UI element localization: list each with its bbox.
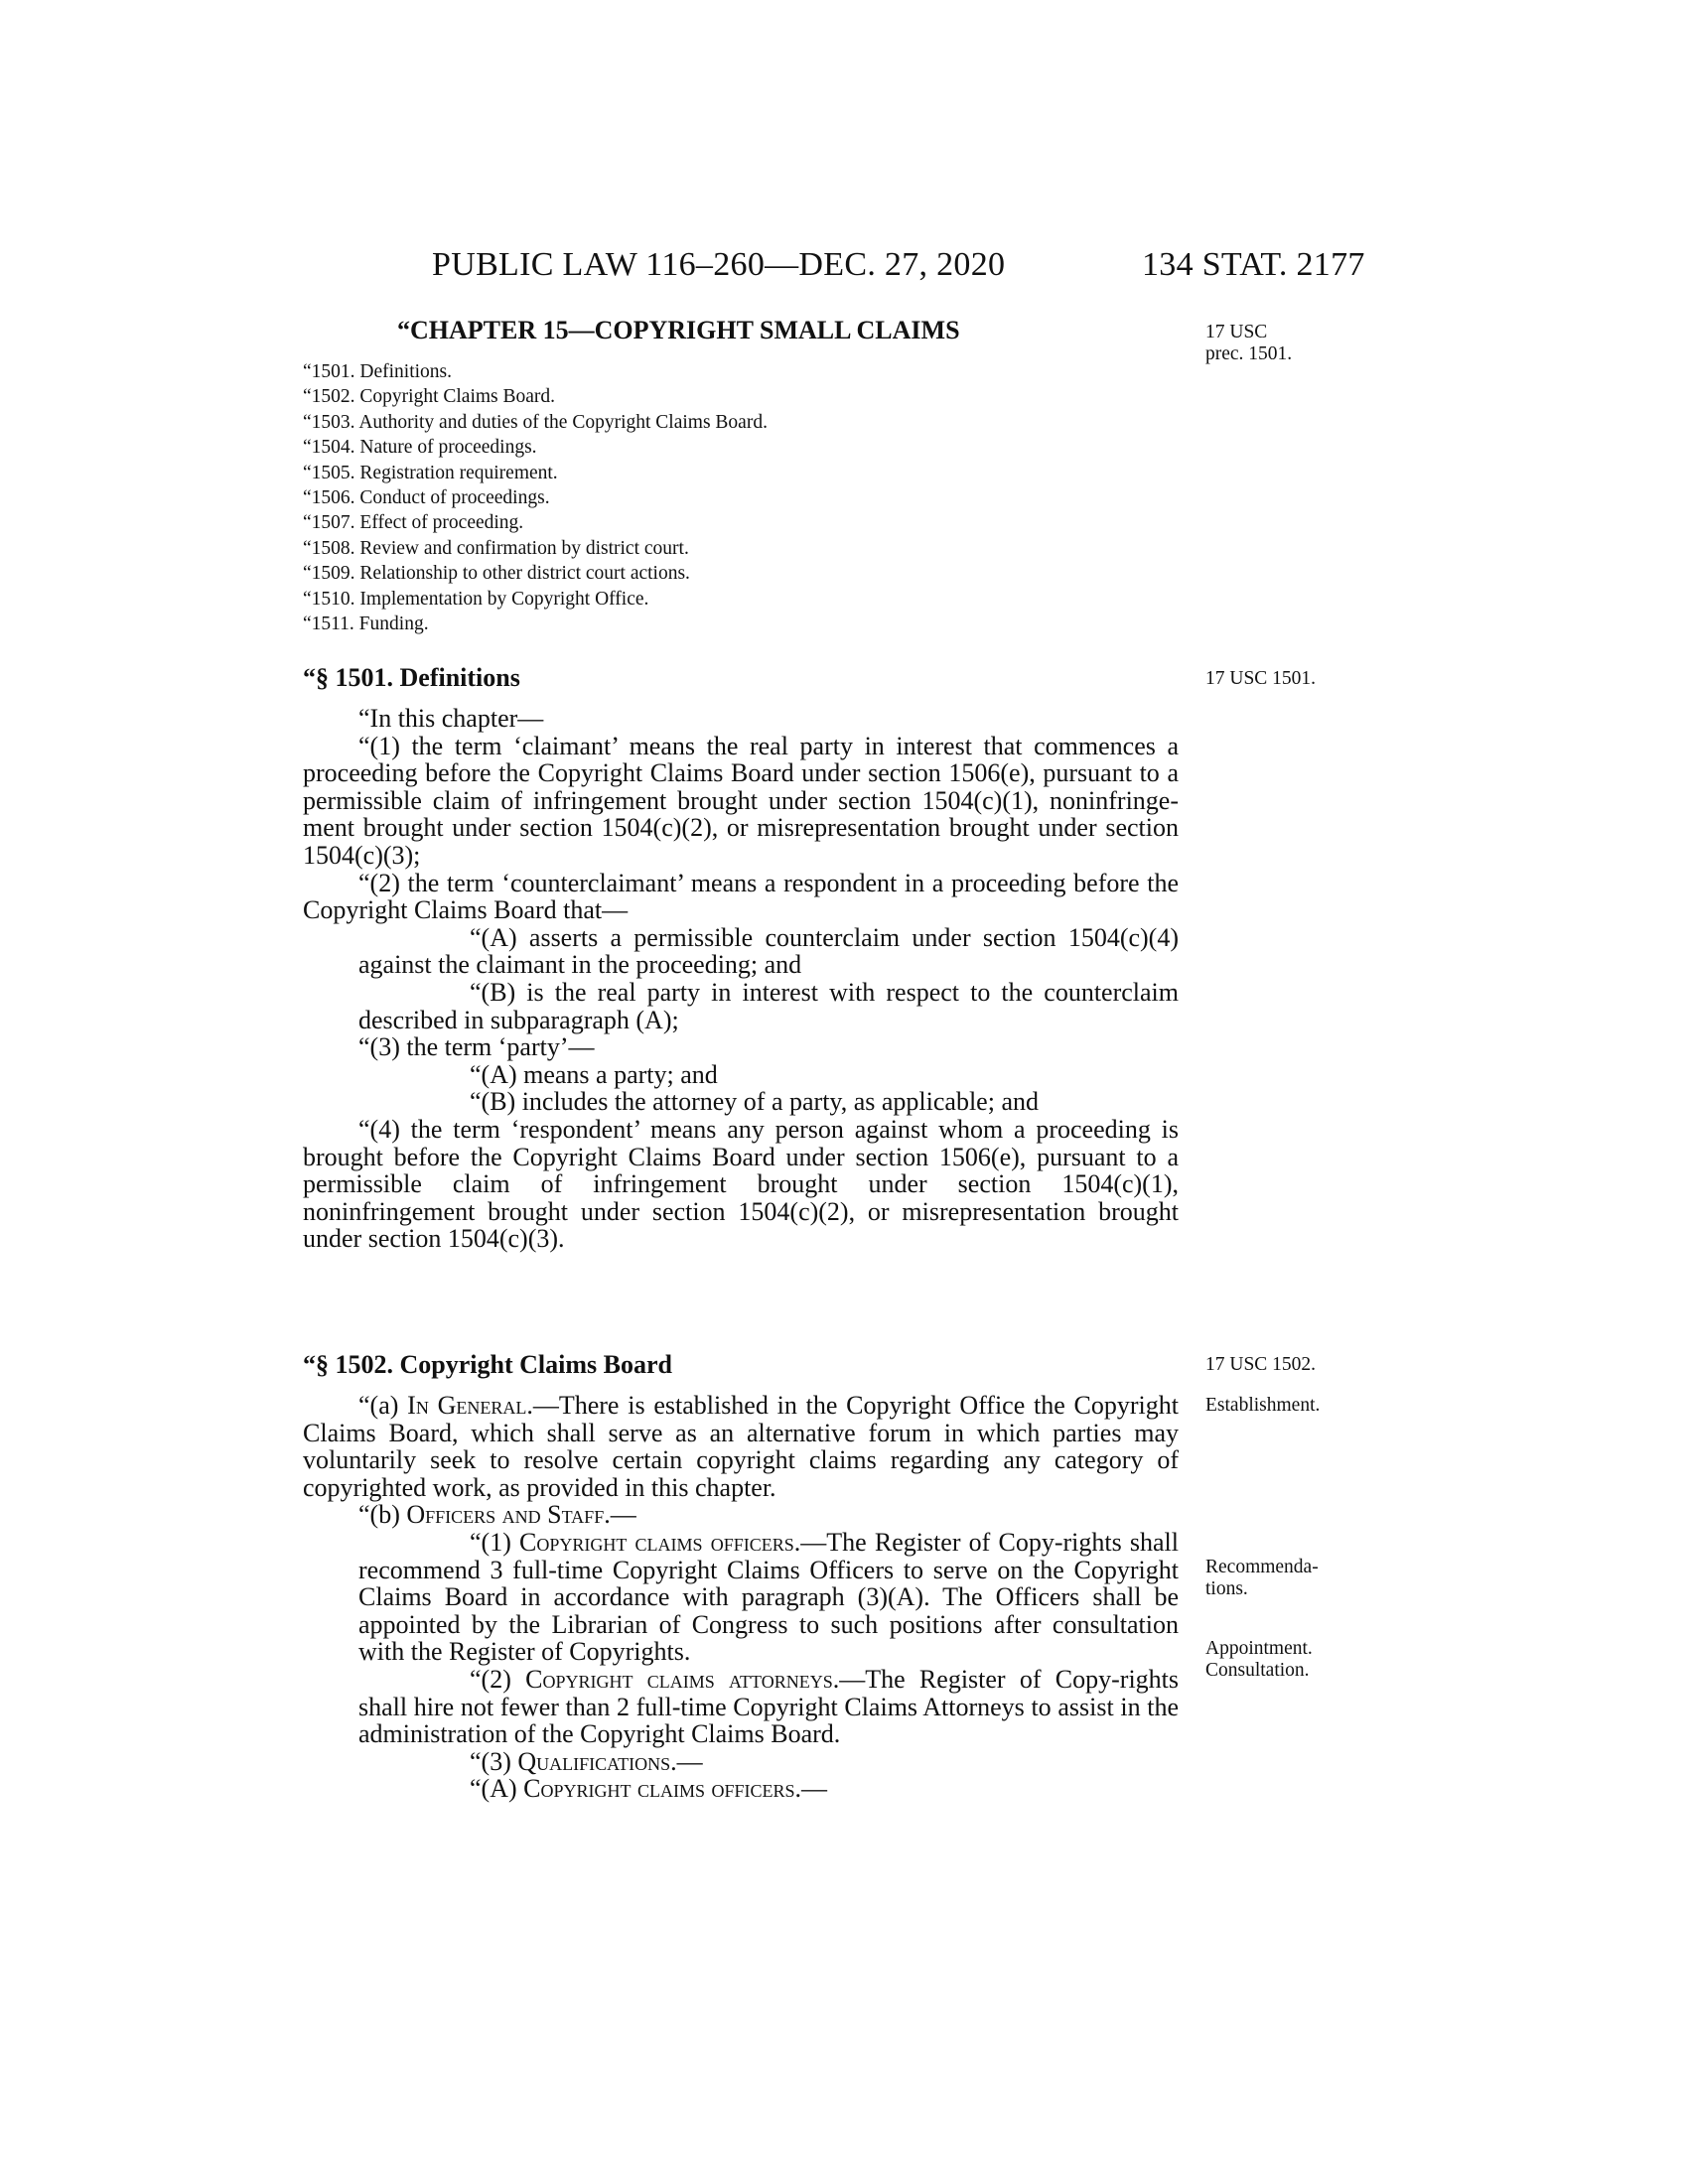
margin-note-chapter-line1: 17 USC bbox=[1205, 322, 1268, 342]
paragraph: “(B) includes the attorney of a party, as applicable; and bbox=[470, 1087, 1039, 1117]
paragraph: “(A) means a party; and bbox=[470, 1059, 718, 1089]
caption: Officers and Staff bbox=[406, 1500, 605, 1530]
margin-note-establishment: Establishment. bbox=[1205, 1395, 1321, 1416]
toc-item: “1510. Implementation by Copyright Office. bbox=[303, 588, 649, 610]
paragraph-b2 bbox=[303, 1666, 1179, 1748]
margin-note-1501: 17 USC 1501. bbox=[1205, 668, 1317, 689]
section-1502-heading: “§ 1502. Copyright Claims Board bbox=[303, 1350, 672, 1379]
text: .—The Register of Copy-rights shall hire not fewer than 2 full-time Copyright Claims Attorneys to assist in the administration of the Copyright Claims Board. bbox=[358, 1664, 1180, 1749]
running-header-left: PUBLIC LAW 116–260—DEC. 27, 2020 bbox=[432, 246, 1006, 283]
prefix: “(b) bbox=[358, 1500, 407, 1530]
toc-item: “1507. Effect of proceeding. bbox=[303, 512, 524, 534]
prefix: “(3) bbox=[470, 1746, 518, 1776]
margin-note-chapter bbox=[1205, 322, 1292, 365]
paragraph: “(A) asserts a permissible counterclaim under section 1504(c)(4) against the claimant in the proceeding; and bbox=[358, 922, 1179, 980]
margin-note-consultation-line: Consultation. bbox=[1205, 1660, 1310, 1681]
toc-item: “1502. Copyright Claims Board. bbox=[303, 386, 556, 408]
margin-note-appointment-line: Appointment. bbox=[1205, 1638, 1313, 1659]
margin-note-appointment bbox=[1205, 1638, 1313, 1682]
prefix: “(a) bbox=[358, 1391, 408, 1420]
section-1502-body bbox=[303, 1392, 1179, 1803]
caption: In General bbox=[407, 1391, 527, 1420]
toc-item: “1501. Definitions. bbox=[303, 361, 453, 382]
caption: Qualifications bbox=[517, 1746, 671, 1776]
margin-note-recommendations-line1: Recommenda- bbox=[1205, 1557, 1319, 1577]
toc-item: “1506. Conduct of proceedings. bbox=[303, 487, 550, 509]
caption: Copyright claims officers bbox=[519, 1527, 794, 1557]
toc-item: “1511. Funding. bbox=[303, 614, 429, 635]
paragraph-b3A bbox=[303, 1775, 1179, 1803]
suffix: .— bbox=[604, 1500, 636, 1530]
paragraph-b bbox=[303, 1501, 1179, 1529]
margin-note-recommendations-line2: tions. bbox=[1205, 1578, 1248, 1599]
paragraph: “(B) is the real party in interest with respect to the counterclaim described in subparagraph (A); bbox=[358, 977, 1179, 1034]
paragraph-b1 bbox=[303, 1529, 1179, 1666]
paragraph: “(1) the term ‘claimant’ means the real party in interest that commences a proceeding before the Copyright Claims Board under section 1506(e), pursuant to a permissible claim of infringement brought under section 1504(c)(1), noninfringe-ment brought under section 1504(c)(2), or misrepresentation brought under section 1504(c)(3); bbox=[303, 731, 1179, 870]
prefix: “(2) bbox=[470, 1664, 526, 1694]
margin-note-1502: 17 USC 1502. bbox=[1205, 1354, 1317, 1375]
section-1501-body bbox=[303, 705, 1179, 1253]
paragraph: “(4) the term ‘respondent’ means any person against whom a proceeding is brought before the Copyright Claims Board under section 1506(e), pursuant to a permissible claim of infringement brought under section 1504(c)(1), noninfringement brought under section 1504(c)(2), or misrepresentation brought under section 1504(c)(3). bbox=[303, 1114, 1179, 1254]
table-of-contents bbox=[303, 359, 768, 636]
paragraph-b3 bbox=[303, 1748, 1179, 1776]
paragraph: “(2) the term ‘counterclaimant’ means a respondent in a proceeding before the Copyright Claims Board that— bbox=[303, 868, 1179, 925]
toc-item: “1505. Registration requirement. bbox=[303, 462, 558, 483]
toc-item: “1508. Review and confirmation by district court. bbox=[303, 537, 689, 559]
margin-note-recommendations bbox=[1205, 1557, 1319, 1600]
running-header-right: 134 STAT. 2177 bbox=[1142, 246, 1365, 283]
toc-item: “1504. Nature of proceedings. bbox=[303, 437, 537, 459]
text: .—The Register of Copy-rights shall recommend 3 full-time Copyright Claims Officers to serve on the Copyright Claims Board in accordance with paragraph (3)(A). The Officers shall be appointed by the Librarian of Congress to such positions after consultation with the Register of Copyrights. bbox=[358, 1527, 1179, 1667]
margin-note-chapter-line2: prec. 1501. bbox=[1205, 343, 1293, 364]
toc-item: “1503. Authority and duties of the Copyright Claims Board. bbox=[303, 411, 768, 433]
caption: Copyright claims officers bbox=[523, 1774, 795, 1804]
chapter-title: “CHAPTER 15—COPYRIGHT SMALL CLAIMS bbox=[397, 316, 960, 344]
suffix: .— bbox=[670, 1746, 703, 1776]
suffix: .— bbox=[794, 1774, 828, 1804]
toc-item: “1509. Relationship to other district court actions. bbox=[303, 563, 690, 585]
section-1501-heading: “§ 1501. Definitions bbox=[303, 663, 520, 692]
paragraph: “(3) the term ‘party’— bbox=[358, 1032, 595, 1062]
paragraph-a bbox=[303, 1392, 1179, 1501]
prefix: “(1) bbox=[470, 1527, 520, 1557]
prefix: “(A) bbox=[470, 1774, 524, 1804]
paragraph: “In this chapter— bbox=[358, 704, 544, 733]
text: .—There is established in the Copyright Office the Copyright Claims Board, which shall serve as an alternative forum in which parties may voluntarily seek to resolve certain copyright claims regarding any category of copyrighted work, as provided in this chapter. bbox=[303, 1391, 1179, 1502]
caption: Copyright claims attorneys bbox=[525, 1664, 833, 1694]
